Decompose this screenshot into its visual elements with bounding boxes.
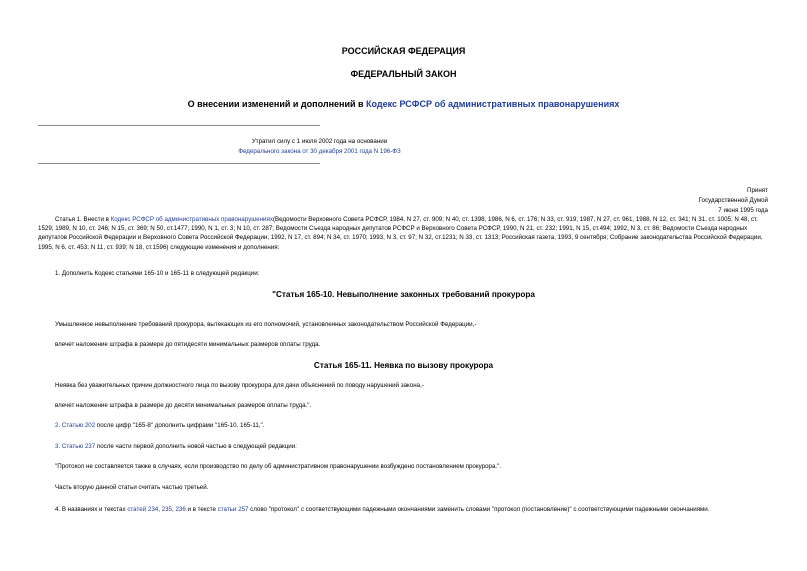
article-165-11-text-2: влечет наложение штрафа в размере до десяти минимальных размеров оплаты труда.". <box>55 402 312 409</box>
item-1: 1. Дополнить Кодекс статьями 165-10 и 165-11 в следующей редакции: <box>55 270 260 277</box>
status-link[interactable]: Федерального закона от 30 декабря 2001 года N 196-ФЗ <box>238 148 401 155</box>
article-1-code-link[interactable]: Кодекс РСФСР об административных правонарушениях <box>110 216 273 223</box>
article-236-link[interactable]: 236 <box>175 506 186 513</box>
item-3-rest: после части первой дополнить новой частью в следующей редакции: <box>95 443 297 450</box>
article-165-10-heading: "Статья 165-10. Невыполнение законных требований прокурора <box>272 290 535 299</box>
article-165-11-text-1: Неявка без уважительных причин должностного лица по вызову прокурора для дачи объяснений по поводу нарушений закона,- <box>55 382 424 389</box>
item-4-mid: и в тексте <box>185 506 218 513</box>
adoption-line-2: Государственной Думой <box>698 197 768 204</box>
adoption-line-1: Принят <box>747 187 768 194</box>
article-1-paragraph <box>38 215 768 252</box>
item-4-sep-1: , <box>158 506 162 513</box>
article-165-10-text-1: Умышленное невыполнение требований прокурора, вытекающих из его полномочий, установленных законодательством Российской Федерации,- <box>55 321 477 328</box>
status-line: Утратил силу с 1 июля 2002 года на основании <box>251 138 388 145</box>
country-heading: РОССИЙСКАЯ ФЕДЕРАЦИЯ <box>341 46 466 56</box>
law-title-prefix: О внесении изменений и дополнений в <box>187 99 367 109</box>
item-3 <box>55 442 785 451</box>
adoption-date: 7 июня 1995 года <box>718 207 768 214</box>
divider-bottom <box>38 163 320 164</box>
article-234-link[interactable]: статей 234 <box>127 506 159 513</box>
protocol-quote: "Протокол не составляется также в случаях, если производство по делу об административном правонарушении возбуждено постановлением прокурора.". <box>55 463 502 470</box>
item-2-number: 2. <box>55 422 62 429</box>
item-4 <box>38 505 768 514</box>
law-title-link[interactable]: Кодекс РСФСР об административных правонарушениях <box>366 99 620 109</box>
article-1-rest: (Ведомости Верховного Совета РСФСР, 1984, N 27, ст. 909; N 40, ст. 1398, 1986, N 6, ст. 176; N 33, ст. 919; 1987, N 27, ст. 961, 1988, N 12, ст. 341; N 31, ст. 1005; N 48, ст. 1529; 1989, N 10, ст. 246; N 15, ст. 369; N 50, ст.1477; 1990, N 1, ст. 3; N 10, ст. 287; Ведомости Съезда народных депутатов РСФСР и Верховного Совета РСФСР, 1990, N 21, ст. 232; 1991, N 15, ст.494; 1992, N 3, ст. 86; Ведомости Съезда народных депутатов Российской Федерации и Верховного Совета Российской Федерации, 1992, N 17, ст. 894; N 34, ст. 1970; 1993, N 3, ст. 97; N 32, ст.1231; N 33, ст. 1313; Российская газета, 1993, 9 сентября; Собрание законодательства Российской Федерации, 1995, N 6, ст. 453; N 11, ст. 939; N 18, ст.1596) следующие изменения и дополнения: <box>38 216 763 251</box>
item-2 <box>55 421 785 430</box>
item-4-rest: слово "протокол" с соответствующими падежными окончаниями заменить словами "протокол (постановление)" с соответствующими падежными окончаниями. <box>248 506 710 513</box>
divider-top <box>38 125 320 126</box>
article-235-link[interactable]: 235 <box>161 506 172 513</box>
part-two-note: Часть вторую данной статьи считать частью третьей. <box>55 484 209 491</box>
article-165-10-text-2: влечет наложение штрафа в размере до пятидесяти минимальных размеров оплаты труда. <box>55 341 321 348</box>
article-237-link[interactable]: Статью 237 <box>61 443 96 450</box>
item-4-prefix: 4. В названиях и текстах <box>55 506 128 513</box>
item-2-rest: после цифр "165-8" дополнить цифрами "165-10, 165-11,". <box>95 422 265 429</box>
article-257-link[interactable]: статьи 257 <box>217 506 249 513</box>
law-title <box>0 99 807 109</box>
item-3-number: 3. <box>55 443 62 450</box>
article-202-link[interactable]: Статью 202 <box>61 422 96 429</box>
item-4-sep-2: , <box>171 506 176 513</box>
article-165-11-heading: Статья 165-11. Неявка по вызову прокурора <box>313 361 494 370</box>
doc-type-heading: ФЕДЕРАЛЬНЫЙ ЗАКОН <box>350 69 457 79</box>
article-1-prefix: Статья 1. Внести в <box>55 216 111 223</box>
